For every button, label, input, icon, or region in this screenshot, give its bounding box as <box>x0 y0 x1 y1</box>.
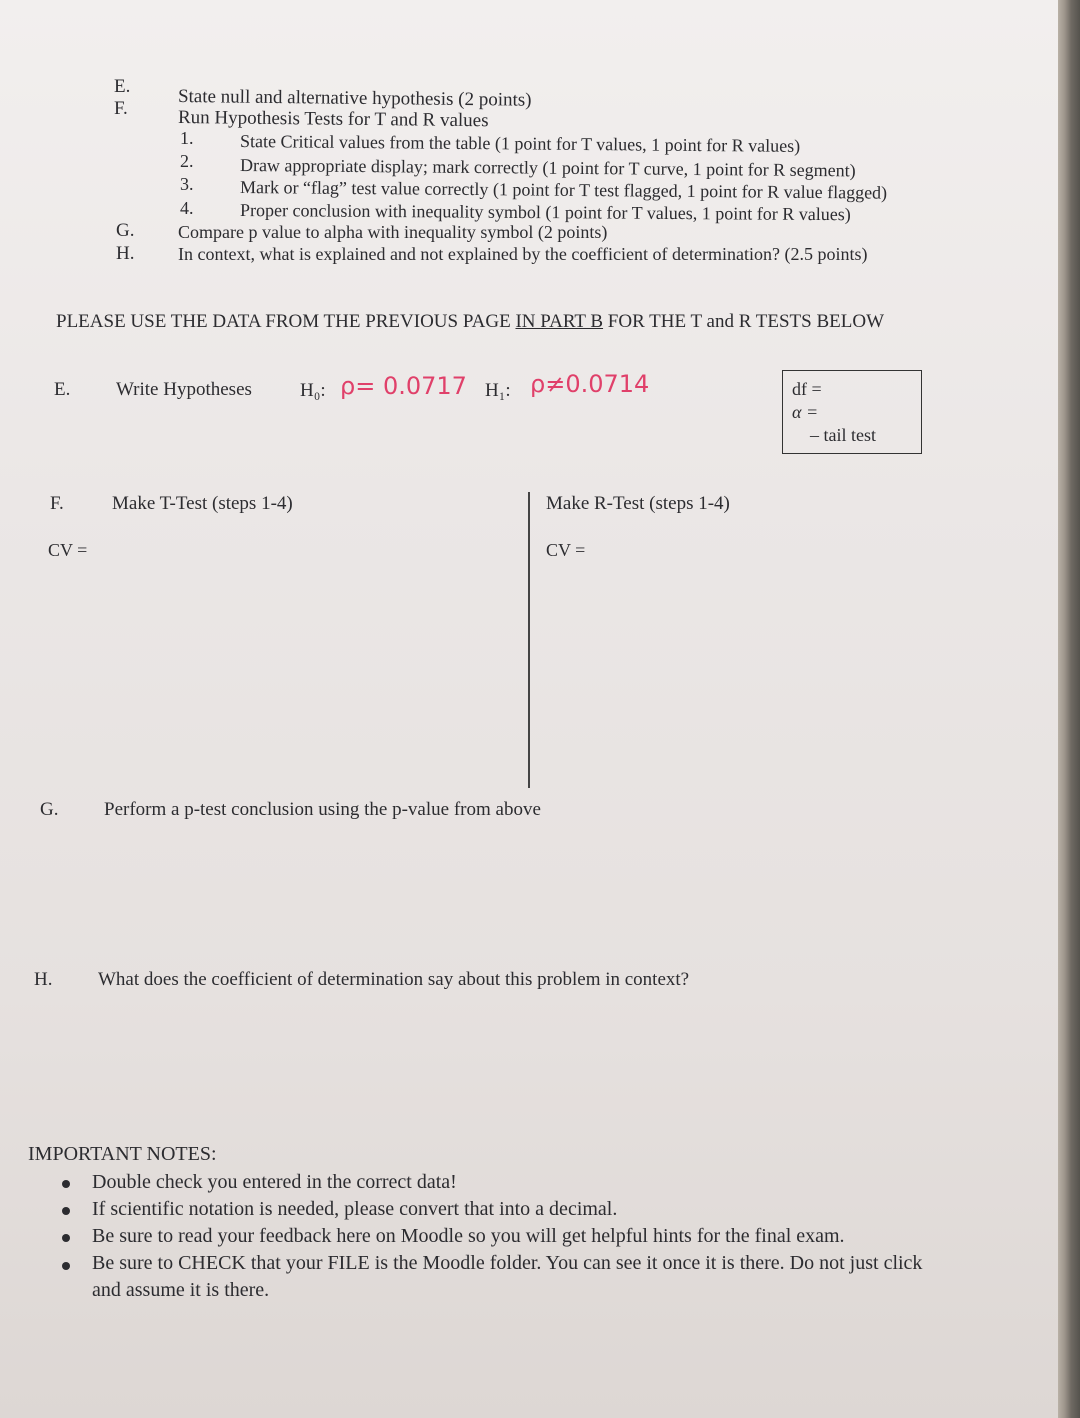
step-text-4: Proper conclusion with inequality symbol (1 point for T values, 1 point for R values) <box>239 200 851 225</box>
alpha-label: α = <box>792 402 819 422</box>
bullet-dot <box>62 1207 70 1215</box>
h0-label: H₀: <box>300 380 326 401</box>
rubric-letter-g: G. <box>116 220 135 241</box>
instruction-post: FOR THE T and R TESTS BELOW <box>603 311 885 332</box>
step-number-3: 3. <box>180 174 194 194</box>
note-item-1: Double check you entered in the correct data! <box>92 1171 457 1193</box>
h1-label: H₁: <box>485 380 511 401</box>
note-item-4: Be sure to CHECK that your FILE is the Moodle folder. You can see it once it is there. Do not just click <box>92 1252 923 1274</box>
rubric-text-h: In context, what is explained and not explained by the coefficient of determination? (2.5 points) <box>178 244 868 264</box>
rubric-letter-f: F. <box>114 98 128 119</box>
paper-edge-background <box>1058 0 1080 1418</box>
part-e-label: Write Hypotheses <box>116 379 252 400</box>
note-item-4-continued: and assume it is there. <box>92 1279 270 1301</box>
step-number-1: 1. <box>180 128 194 148</box>
r-cv-label: CV = <box>546 540 586 560</box>
notes-title: IMPORTANT NOTES: <box>28 1143 217 1165</box>
r-test-label: Make R-Test (steps 1-4) <box>546 493 730 514</box>
step-number-4: 4. <box>180 198 194 218</box>
rubric-text-e: State null and alternative hypothesis (2 points) <box>177 86 532 111</box>
instruction-pre: PLEASE USE THE DATA FROM THE PREVIOUS PAGE <box>56 311 516 332</box>
part-g-letter: G. <box>40 799 59 820</box>
h1-handwritten-answer[interactable]: ρ≠0.0714 <box>530 370 650 398</box>
rubric-text-g: Compare p value to alpha with inequality symbol (2 points) <box>178 222 608 242</box>
part-g-question: Perform a p-test conclusion using the p-value from above <box>104 799 541 820</box>
step-text-2: Draw appropriate display; mark correctly (1 point for T curve, 1 point for R segment) <box>239 155 856 181</box>
t-cv-label: CV = <box>48 540 88 560</box>
rubric-letter-h: H. <box>116 243 135 264</box>
part-h-question: What does the coefficient of determination say about this problem in context? <box>98 969 690 990</box>
instruction-emphasis: IN PART B <box>515 311 604 332</box>
rubric-letter-e: E. <box>114 76 131 97</box>
note-item-2: If scientific notation is needed, please convert that into a decimal. <box>92 1198 618 1220</box>
t-test-label: Make T-Test (steps 1-4) <box>112 493 293 514</box>
part-h-letter: H. <box>34 969 53 990</box>
t-r-divider <box>528 492 530 788</box>
h0-handwritten-answer[interactable]: ρ= 0.0717 <box>340 372 467 400</box>
part-e-letter: E. <box>54 379 71 400</box>
tail-test-label: – tail test <box>810 425 876 445</box>
step-text-1: State Critical values from the table (1 point for T values, 1 point for R values) <box>239 131 801 156</box>
rubric-text-f: Run Hypothesis Tests for T and R values <box>177 107 489 132</box>
step-text-3: Mark or “flag” test value correctly (1 point for T test flagged, 1 point for R value flagged) <box>239 177 888 203</box>
part-f-letter: F. <box>50 493 64 514</box>
bullet-dot <box>62 1180 70 1188</box>
step-number-2: 2. <box>180 151 194 171</box>
data-instruction <box>56 311 884 333</box>
note-item-3: Be sure to read your feedback here on Moodle so you will get helpful hints for the final exam. <box>92 1225 845 1247</box>
bullet-dot <box>62 1234 70 1242</box>
df-label: df = <box>792 379 822 399</box>
bullet-dot <box>62 1262 70 1270</box>
